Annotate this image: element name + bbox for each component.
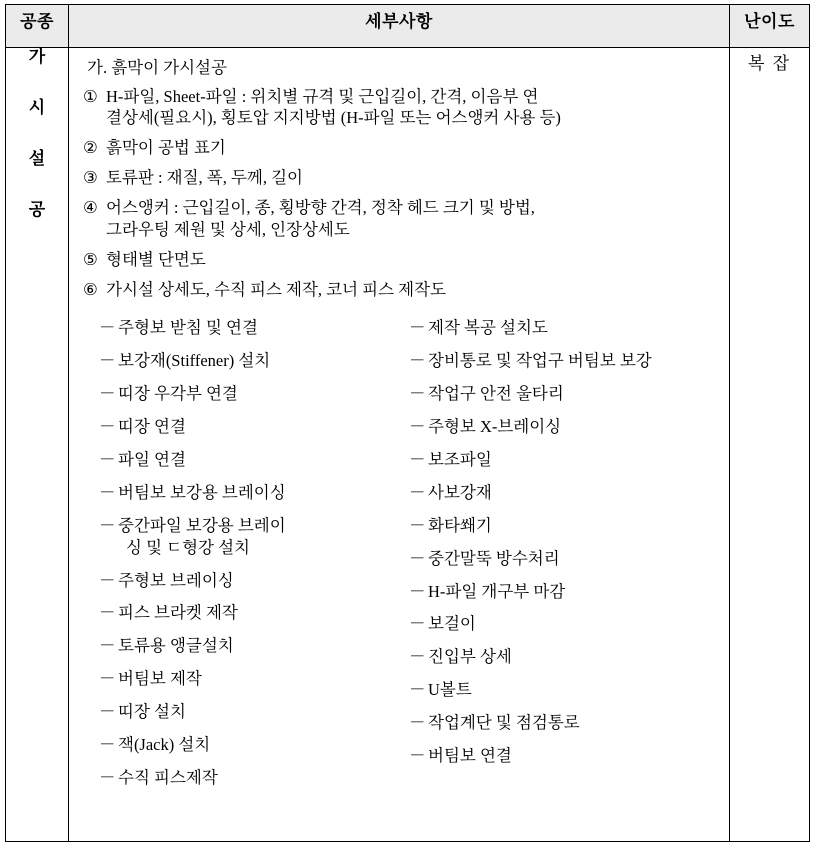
dash-marker: － xyxy=(99,669,116,689)
dash-marker: － xyxy=(99,449,116,469)
dash-item-line: 진입부 상세 xyxy=(428,647,512,667)
cell-type xyxy=(6,48,69,842)
dash-item-line: 버팀보 연결 xyxy=(428,746,512,766)
dash-item xyxy=(409,712,719,734)
dash-item xyxy=(99,767,409,789)
dash-item xyxy=(99,668,409,690)
dash-item-line: 보조파일 xyxy=(428,449,492,469)
dash-item-line: 싱 및 ㄷ형강 설치 xyxy=(126,537,250,557)
dash-item-line: 주형보 브레이싱 xyxy=(118,570,234,590)
dash-item-line: 수직 피스제작 xyxy=(118,768,218,788)
dash-item xyxy=(409,383,719,405)
cell-detail xyxy=(69,48,730,842)
dash-marker: － xyxy=(409,614,426,634)
dash-item-line: 띠장 우각부 연결 xyxy=(118,383,238,403)
dash-item xyxy=(99,449,409,471)
dash-marker: － xyxy=(99,350,116,370)
dash-item-line: 토류용 앵글설치 xyxy=(118,636,234,656)
type-char: 설 xyxy=(28,149,46,168)
dash-marker: － xyxy=(409,746,426,766)
item-line: 토류판 : 재질, 폭, 두께, 길이 xyxy=(106,168,303,188)
table-header-row xyxy=(6,5,810,48)
type-char: 가 xyxy=(28,47,46,66)
item-marker: ⑤ xyxy=(83,250,98,270)
dash-marker: － xyxy=(99,702,116,722)
dash-marker: － xyxy=(409,416,426,436)
dash-item xyxy=(99,416,409,438)
dash-item-line: 띠장 설치 xyxy=(118,702,186,722)
item-line: 결상세(필요시), 횡토압 지지방법 (H-파일 또는 어스앵커 사용 등) xyxy=(106,108,561,128)
dash-item xyxy=(99,602,409,624)
dash-item-line: 주형보 X-브레이싱 xyxy=(428,416,562,436)
dash-item xyxy=(409,317,719,339)
dash-item-line: 중간파일 보강용 브레이 xyxy=(118,515,286,535)
dash-item-line: 화타쐐기 xyxy=(428,515,492,535)
dash-item xyxy=(409,745,719,767)
dash-item-line: 장비통로 및 작업구 버팀보 보강 xyxy=(428,350,652,370)
dash-item-line: 보강재(Stiffener) 설치 xyxy=(118,350,271,370)
dash-item xyxy=(99,350,409,372)
dash-marker: － xyxy=(409,383,426,403)
dash-item xyxy=(409,482,719,504)
numbered-item xyxy=(83,167,719,189)
item-line: 형태별 단면도 xyxy=(106,250,206,270)
dash-item-line: 피스 브라켓 제작 xyxy=(118,603,238,623)
dash-marker: － xyxy=(99,636,116,656)
header-level: 난이도 xyxy=(730,5,810,48)
spec-table xyxy=(5,4,810,842)
dash-item-line: 주형보 받침 및 연결 xyxy=(118,318,258,337)
dash-item-line: 보걸이 xyxy=(428,614,476,634)
dash-marker: － xyxy=(99,768,116,788)
numbered-item xyxy=(83,86,719,130)
dash-item xyxy=(409,679,719,701)
table-row xyxy=(6,48,810,842)
dash-item xyxy=(409,449,719,471)
dash-column-right xyxy=(409,317,719,800)
item-line: H-파일, Sheet-파일 : 위치별 규격 및 근입길이, 간격, 이음부 연 xyxy=(106,86,539,106)
dash-marker: － xyxy=(99,515,116,535)
dash-item-line: 버팀보 보강용 브레이싱 xyxy=(118,482,286,502)
dash-marker: － xyxy=(99,735,116,755)
dash-item xyxy=(409,350,719,372)
numbered-item xyxy=(83,197,719,241)
dash-marker: － xyxy=(409,548,426,568)
numbered-item xyxy=(83,279,719,301)
dash-marker: － xyxy=(409,713,426,733)
dash-marker: － xyxy=(99,603,116,623)
dash-item xyxy=(99,482,409,504)
dash-marker: － xyxy=(99,482,116,502)
dash-item xyxy=(409,613,719,635)
dash-item xyxy=(99,734,409,756)
dash-marker: － xyxy=(409,581,426,601)
type-char: 공 xyxy=(28,200,46,219)
dash-item-line: 작업계단 및 점검통로 xyxy=(428,713,580,733)
dash-item-line: U볼트 xyxy=(428,680,472,700)
dash-item-line: 잭(Jack) 설치 xyxy=(118,735,211,755)
dash-marker: － xyxy=(409,482,426,502)
dash-item-line: 띠장 연결 xyxy=(118,416,186,436)
dash-columns xyxy=(83,317,719,800)
numbered-item xyxy=(83,137,719,159)
cell-level: 복 잡 xyxy=(730,48,810,842)
table-header xyxy=(6,5,810,48)
type-vertical-label xyxy=(6,48,68,218)
dash-item xyxy=(409,416,719,438)
dash-item-line: 중간말뚝 방수처리 xyxy=(428,548,560,568)
numbered-item xyxy=(83,249,719,271)
item-marker: ⑥ xyxy=(83,280,98,300)
header-detail: 세부사항 xyxy=(69,5,730,48)
dash-item-line: H-파일 개구부 마감 xyxy=(428,581,566,601)
dash-marker: － xyxy=(99,570,116,590)
dash-item-line: 파일 연결 xyxy=(118,449,186,469)
item-marker: ② xyxy=(83,138,98,158)
dash-item-line: 사보강재 xyxy=(428,482,492,502)
dash-marker: － xyxy=(409,318,426,337)
dash-item xyxy=(99,515,409,559)
dash-item-line: 작업구 안전 울타리 xyxy=(428,383,564,403)
dash-item xyxy=(409,548,719,570)
dash-item xyxy=(99,317,409,339)
dash-item xyxy=(409,646,719,668)
dash-item xyxy=(99,383,409,405)
item-line: 가시설 상세도, 수직 피스 제작, 코너 피스 제작도 xyxy=(106,280,446,300)
item-marker: ④ xyxy=(83,198,98,218)
numbered-item-list xyxy=(83,86,719,302)
dash-marker: － xyxy=(99,383,116,403)
dash-item xyxy=(99,570,409,592)
item-line: 어스앵커 : 근입길이, 종, 횡방향 간격, 정착 헤드 크기 및 방법, xyxy=(106,198,535,218)
dash-marker: － xyxy=(409,515,426,535)
detail-heading: 가. 흙막이 가시설공 xyxy=(87,58,227,77)
dash-marker: － xyxy=(409,449,426,469)
dash-item xyxy=(99,635,409,657)
type-char: 시 xyxy=(28,98,46,117)
item-line: 그라우팅 제원 및 상세, 인장상세도 xyxy=(106,220,350,240)
dash-marker: － xyxy=(99,318,116,337)
dash-item xyxy=(99,701,409,723)
dash-list-right xyxy=(409,317,719,767)
dash-list-left xyxy=(99,317,409,789)
dash-marker: － xyxy=(409,350,426,370)
item-marker: ③ xyxy=(83,168,98,188)
table-body xyxy=(6,48,810,842)
dash-marker: － xyxy=(99,416,116,436)
dash-column-left xyxy=(99,317,409,800)
item-marker: ① xyxy=(83,86,98,106)
dash-item xyxy=(409,515,719,537)
dash-item-line: 버팀보 제작 xyxy=(118,669,202,689)
dash-item-line: 제작 복공 설치도 xyxy=(428,318,548,337)
dash-item xyxy=(409,581,719,603)
dash-marker: － xyxy=(409,647,426,667)
dash-marker: － xyxy=(409,680,426,700)
item-line: 흙막이 공법 표기 xyxy=(106,138,226,158)
header-type: 공종 xyxy=(6,5,69,48)
